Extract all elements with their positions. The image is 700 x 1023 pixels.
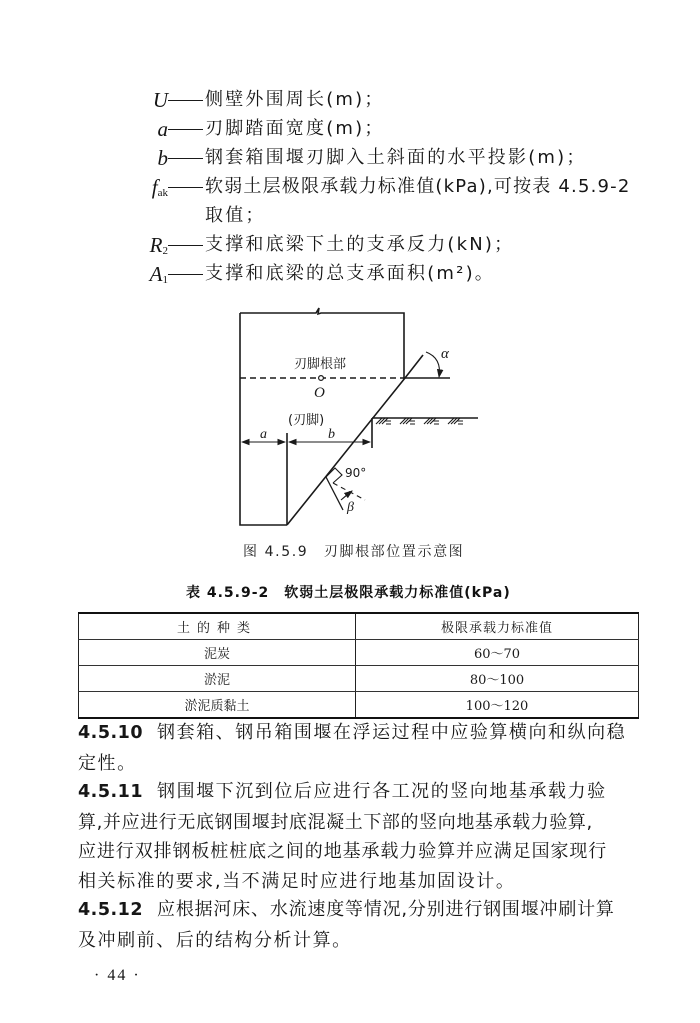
clause-text: 钢套箱、钢吊箱围堰在浮运过程中应验算横向和纵向稳 [157,722,627,743]
label-point-O: O [314,385,325,401]
clause-4-5-10 [78,718,640,778]
figure-caption: 图 4.5.9 刃脚根部位置示意图 [243,544,465,560]
symbol: $f_{ak}$ [151,175,168,199]
clause-text: 及冲刷前、后的结构分析计算。 [78,929,352,951]
symbol: a [157,117,168,141]
definition-text: 软弱土层极限承载力标准值(kPa),可按表 4.5.9-2 [205,176,631,197]
clause-4-5-11 [78,777,640,896]
label-alpha: α [441,346,449,362]
symbol: b [157,146,168,170]
header-bearing-capacity: 极限承载力标准值 [356,613,639,640]
em-dash [168,144,204,172]
cell-value: 60～70 [356,640,639,666]
label-right-angle: 90° [345,466,367,480]
bearing-capacity-table [78,612,639,719]
em-dash [168,115,204,143]
symbol: $A_1$ [149,262,168,286]
clause-text: 应进行双排钢板桩桩底之间的地基承载力验算并应满足国家现行 [78,841,608,862]
definition-text: 刃脚踏面宽度(m)； [205,118,385,139]
cell-soil: 泥炭 [79,640,356,666]
em-dash [168,86,204,114]
label-dim-a: a [260,427,267,442]
point-O [319,376,324,381]
table-row [79,666,639,692]
clause-number: 4.5.11 [78,782,144,802]
header-soil-type: 土的种类 [79,613,356,640]
cell-soil: 淤泥 [79,666,356,692]
definition-text: 支撑和底梁的总支承面积(m²)。 [205,263,495,284]
em-dash [168,231,204,259]
clause-text: 钢围堰下沉到位后应进行各工况的竖向地基承载力验 [157,781,607,802]
ground-hatching [376,418,463,424]
beta-arc [341,491,352,500]
em-dash [168,173,204,201]
wall-left-edge [240,313,287,525]
definition-U [0,86,700,114]
definition-a [0,115,700,143]
blade-slope [287,355,423,525]
table-title: 表 4.5.9-2 软弱土层极限承载力标准值(kPa) [186,585,511,601]
definition-R2 [0,231,700,259]
label-root: 刃脚根部 [294,357,347,372]
alpha-arc [426,352,439,377]
definition-text: 侧壁外围周长(m)； [205,89,385,110]
clause-text: 算,并应进行无底钢围堰封底混凝土下部的竖向地基承载力验算, [78,811,593,833]
clause-4-5-12 [78,895,640,955]
clause-number: 4.5.12 [78,900,144,920]
definition-b [0,144,700,172]
cell-value: 100～120 [356,692,639,719]
definition-text: 钢套箱围堰刃脚入土斜面的水平投影(m)； [205,147,587,168]
clause-number: 4.5.10 [78,723,144,743]
table-header-row [79,613,639,640]
cell-value: 80～100 [356,666,639,692]
em-dash [168,260,204,288]
table-row [79,640,639,666]
symbol: U [152,88,168,112]
page-number: · 44 · [94,967,141,984]
definition-text: 支撑和底梁下土的支承反力(kN)； [205,234,515,255]
beta-reference-dashed [333,483,365,500]
clause-text: 定性。 [78,752,137,774]
definition-fak [0,173,700,201]
label-blade: (刃脚) [288,413,325,428]
cell-soil: 淤泥质黏土 [79,692,356,719]
definition-A1 [0,260,700,288]
label-beta: β [347,500,354,515]
clause-text: 应根据河床、水流速度等情况,分别进行钢围堰冲刷计算 [157,899,615,920]
symbol: $R_2$ [149,233,168,257]
table-row [79,692,639,719]
blade-root-diagram [228,300,508,535]
label-dim-b: b [328,427,335,442]
definition-continuation: 取值； [205,205,266,226]
clause-text: 相关标准的要求,当不满足时应进行地基加固设计。 [78,870,516,892]
